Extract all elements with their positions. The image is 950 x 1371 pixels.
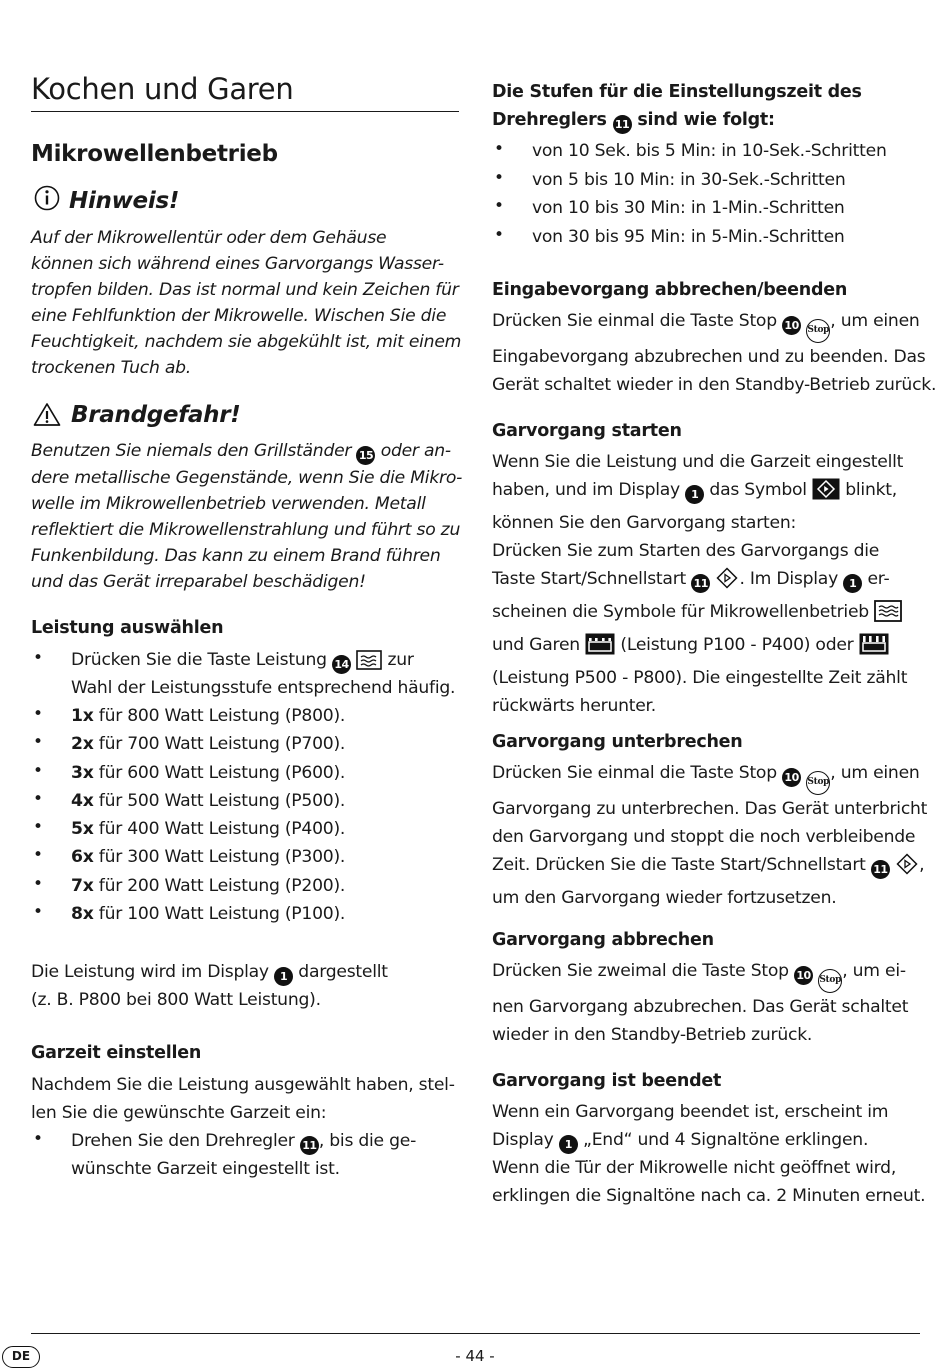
number-badge: 11 bbox=[613, 115, 632, 134]
text: blinkt, bbox=[845, 480, 898, 500]
bullet: • bbox=[33, 788, 44, 809]
text: zur bbox=[387, 650, 414, 670]
pause-heading: Garvorgang unterbrechen bbox=[492, 732, 743, 752]
done-heading: Garvorgang ist beendet bbox=[492, 1071, 722, 1091]
level-text: für 400 Watt Leistung (P400). bbox=[98, 819, 346, 840]
bullet: • bbox=[33, 817, 44, 838]
level-text: für 100 Watt Leistung (P100). bbox=[98, 904, 346, 925]
press-count: 5x bbox=[71, 819, 94, 840]
text: , bis die ge- bbox=[318, 1131, 417, 1151]
list-item-text bbox=[71, 702, 345, 730]
number-badge: 1 bbox=[843, 574, 862, 593]
microwave-mode-icon bbox=[874, 600, 902, 631]
number-badge: 14 bbox=[332, 655, 351, 674]
start-text bbox=[492, 448, 907, 720]
abort-heading: Garvorgang abbrechen bbox=[492, 930, 714, 950]
text: dargestellt bbox=[298, 962, 388, 982]
abort-text bbox=[492, 957, 908, 1049]
list-item-text bbox=[71, 815, 345, 843]
fire-line: und das Gerät irreparabel beschädigen! bbox=[31, 572, 366, 592]
text: , bbox=[919, 855, 925, 875]
text: haben, und im Display bbox=[492, 480, 680, 500]
bullet: • bbox=[33, 873, 44, 894]
cancel-input-text bbox=[492, 307, 936, 399]
text: , um ei- bbox=[842, 961, 906, 981]
stop-icon: Stop bbox=[806, 319, 830, 343]
press-count: 2x bbox=[71, 734, 94, 755]
text: Zeit. Drücken Sie die Taste Start/Schnellstart bbox=[492, 855, 866, 875]
fire-text bbox=[31, 438, 462, 595]
hint-text bbox=[31, 225, 461, 381]
list-item-text bbox=[71, 900, 345, 928]
text: Taste Start/Schnellstart bbox=[492, 569, 686, 589]
fire-line: reflektiert die Mikrowellenstrahlung und führt so zu bbox=[31, 520, 461, 540]
text-line bbox=[492, 631, 907, 664]
hint-line: können sich während eines Garvorgangs Wasser- bbox=[31, 254, 444, 274]
start-blink-icon bbox=[812, 478, 840, 509]
text: „End“ und 4 Signaltöne erklingen. bbox=[583, 1130, 869, 1150]
start-icon bbox=[895, 853, 919, 884]
list-item-text: Wahl der Leistungsstufe entsprechend häufig. bbox=[71, 678, 456, 698]
list-item-text bbox=[71, 843, 345, 871]
list-item-text bbox=[71, 759, 345, 787]
text-line: den Garvorgang und stoppt die noch verbleibende bbox=[492, 827, 916, 847]
number-badge: 11 bbox=[691, 574, 710, 593]
bullet: • bbox=[33, 648, 44, 668]
text: Drehreglers bbox=[492, 110, 607, 130]
list-item-text: von 30 bis 95 Min: in 5-Min.-Schritten bbox=[532, 226, 845, 247]
text: Drücken Sie die Taste Leistung bbox=[71, 650, 327, 670]
hint-line: tropfen bilden. Das ist normal und kein Zeichen für bbox=[31, 280, 459, 300]
press-count: 1x bbox=[71, 706, 94, 726]
level-text: für 600 Watt Leistung (P600). bbox=[98, 762, 346, 783]
section-title: Mikrowellenbetrieb bbox=[31, 141, 278, 167]
list-item-text: von 5 bis 10 Min: in 30-Sek.-Schritten bbox=[532, 169, 846, 190]
cooking-low-icon bbox=[585, 633, 615, 664]
text-line: Wenn ein Garvorgang beendet ist, erscheint im bbox=[492, 1102, 889, 1122]
level-text: für 500 Watt Leistung (P500). bbox=[98, 790, 346, 811]
page-title: Kochen und Garen bbox=[31, 72, 294, 106]
text: Display bbox=[492, 1130, 554, 1150]
cooking-high-icon bbox=[859, 633, 889, 664]
warning-icon bbox=[33, 402, 61, 431]
text: (Leistung P100 - P400) oder bbox=[620, 635, 854, 655]
time-line: Nachdem Sie die Leistung ausgewählt haben, stel- bbox=[31, 1075, 455, 1095]
press-count: 4x bbox=[71, 790, 94, 811]
text: Drücken Sie einmal die Taste Stop bbox=[492, 311, 777, 331]
number-badge: 10 bbox=[794, 966, 813, 985]
text-line: Gerät schaltet wieder in den Standby-Betrieb zurück. bbox=[492, 375, 937, 395]
display-note bbox=[31, 958, 388, 1014]
steps-heading: Die Stufen für die Einstellungszeit des bbox=[492, 82, 862, 102]
power-heading: Leistung auswählen bbox=[31, 618, 224, 638]
number-badge: 1 bbox=[559, 1135, 578, 1154]
level-text: für 800 Watt Leistung (P800). bbox=[98, 706, 346, 726]
page-number: - 44 - bbox=[455, 1347, 495, 1365]
text-line bbox=[492, 759, 927, 795]
text-line: (Leistung P500 - P800). Die eingestellte Zeit zählt bbox=[492, 668, 908, 688]
list-item-text bbox=[71, 872, 345, 900]
text: , um einen bbox=[830, 763, 920, 783]
press-count: 7x bbox=[71, 875, 94, 896]
text-line bbox=[492, 476, 907, 509]
number-badge: 1 bbox=[274, 967, 293, 986]
start-heading: Garvorgang starten bbox=[492, 421, 682, 441]
text-line bbox=[492, 851, 927, 884]
fire-line-text: oder an- bbox=[380, 441, 451, 461]
bullet: • bbox=[494, 139, 505, 159]
text-line: erklingen die Signaltöne nach ca. 2 Minuten erneut. bbox=[492, 1186, 926, 1206]
press-count: 8x bbox=[71, 904, 94, 925]
hint-line: trockenen Tuch ab. bbox=[31, 358, 191, 378]
bullet: • bbox=[33, 1129, 44, 1149]
stop-icon: Stop bbox=[818, 969, 842, 993]
start-icon bbox=[715, 567, 739, 598]
display-line: (z. B. P800 bei 800 Watt Leistung). bbox=[31, 990, 321, 1010]
fire-heading: Brandgefahr! bbox=[71, 402, 241, 428]
cancel-input-heading: Eingabevorgang abbrechen/beenden bbox=[492, 280, 848, 300]
text-line: rückwärts herunter. bbox=[492, 696, 657, 716]
bullet: • bbox=[494, 196, 505, 216]
text: Drehen Sie den Drehregler bbox=[71, 1131, 295, 1151]
level-text: für 300 Watt Leistung (P300). bbox=[98, 847, 346, 868]
list-item-text bbox=[71, 730, 345, 758]
bullet: • bbox=[33, 732, 44, 753]
list-item bbox=[31, 1127, 455, 1183]
list-item-text bbox=[71, 1127, 416, 1155]
bullet: • bbox=[33, 845, 44, 866]
done-text bbox=[492, 1098, 925, 1210]
list-item-text: von 10 bis 30 Min: in 1-Min.-Schritten bbox=[532, 198, 845, 218]
display-line bbox=[31, 958, 388, 986]
text-line: Drücken Sie zum Starten des Garvorgangs die bbox=[492, 541, 880, 561]
text: sind wie folgt: bbox=[637, 110, 775, 130]
footer-rule bbox=[31, 1333, 920, 1334]
text: , um einen bbox=[830, 311, 920, 331]
press-count: 6x bbox=[71, 847, 94, 868]
time-heading: Garzeit einstellen bbox=[31, 1043, 202, 1063]
number-badge: 1 bbox=[685, 485, 704, 504]
text: Drücken Sie einmal die Taste Stop bbox=[492, 763, 777, 783]
stop-icon: Stop bbox=[806, 771, 830, 795]
number-badge: 10 bbox=[782, 316, 801, 335]
bullet: • bbox=[33, 902, 44, 923]
text-line: um den Garvorgang wieder fortzusetzen. bbox=[492, 888, 837, 908]
bullet: • bbox=[33, 760, 44, 781]
text-line: Eingabevorgang abzubrechen und zu beenden. Das bbox=[492, 347, 926, 367]
text: Die Leistung wird im Display bbox=[31, 962, 269, 982]
text: scheinen die Symbole für Mikrowellenbetrieb bbox=[492, 602, 869, 622]
language-badge: DE bbox=[2, 1346, 40, 1368]
level-text: für 200 Watt Leistung (P200). bbox=[98, 875, 346, 896]
text-line: Wenn die Tür der Mikrowelle nicht geöffnet wird, bbox=[492, 1158, 897, 1178]
text-line bbox=[492, 307, 936, 343]
fire-line-text: Benutzen Sie niemals den Grillständer bbox=[31, 441, 352, 461]
bullet: • bbox=[33, 704, 44, 724]
fire-line: Funkenbildung. Das kann zu einem Brand führen bbox=[31, 546, 441, 566]
text: . Im Display bbox=[739, 569, 838, 589]
number-badge: 11 bbox=[300, 1136, 319, 1155]
list-item-text: wünschte Garzeit eingestellt ist. bbox=[71, 1159, 340, 1179]
bullet: • bbox=[494, 167, 505, 188]
text-line: Garvorgang zu unterbrechen. Das Gerät unterbricht bbox=[492, 799, 928, 819]
list-item-text bbox=[71, 787, 345, 815]
number-badge: 10 bbox=[782, 768, 801, 787]
text-line bbox=[492, 957, 908, 993]
text-line bbox=[492, 565, 907, 598]
level-text: für 700 Watt Leistung (P700). bbox=[98, 734, 346, 755]
fire-line: welle im Mikrowellenbetrieb verwenden. Metall bbox=[31, 494, 426, 514]
time-text bbox=[31, 1071, 455, 1183]
text-line: Wenn Sie die Leistung und die Garzeit eingestellt bbox=[492, 452, 904, 472]
fire-line: dere metallische Gegenstände, wenn Sie die Mikro- bbox=[31, 468, 463, 488]
text-line bbox=[492, 1126, 925, 1154]
hint-line: eine Fehlfunktion der Mikrowelle. Wischen Sie die bbox=[31, 306, 447, 326]
text: das Symbol bbox=[709, 480, 807, 500]
steps-heading-2 bbox=[492, 110, 775, 134]
text-line bbox=[492, 598, 907, 631]
text: er- bbox=[867, 569, 890, 589]
title-rule bbox=[31, 111, 459, 112]
text-line: nen Garvorgang abzubrechen. Das Gerät schaltet bbox=[492, 997, 909, 1017]
info-icon bbox=[34, 185, 60, 215]
hint-heading: Hinweis! bbox=[69, 188, 180, 214]
text-line: können Sie den Garvorgang starten: bbox=[492, 513, 797, 533]
bullet: • bbox=[494, 224, 505, 245]
press-count: 3x bbox=[71, 762, 94, 783]
hint-line: Feuchtigkeit, nachdem sie abgekühlt ist, mit einem bbox=[31, 332, 462, 352]
pause-text bbox=[492, 759, 927, 912]
text: und Garen bbox=[492, 635, 580, 655]
text-line: wieder in den Standby-Betrieb zurück. bbox=[492, 1025, 813, 1045]
number-badge: 11 bbox=[871, 860, 890, 879]
number-badge: 15 bbox=[356, 446, 375, 465]
text: Drücken Sie zweimal die Taste Stop bbox=[492, 961, 789, 981]
hint-line: Auf der Mikrowellentür oder dem Gehäuse bbox=[31, 228, 387, 248]
time-line: len Sie die gewünschte Garzeit ein: bbox=[31, 1103, 327, 1123]
list-item-text: von 10 Sek. bis 5 Min: in 10-Sek.-Schritten bbox=[532, 141, 887, 161]
fire-line bbox=[31, 438, 462, 465]
